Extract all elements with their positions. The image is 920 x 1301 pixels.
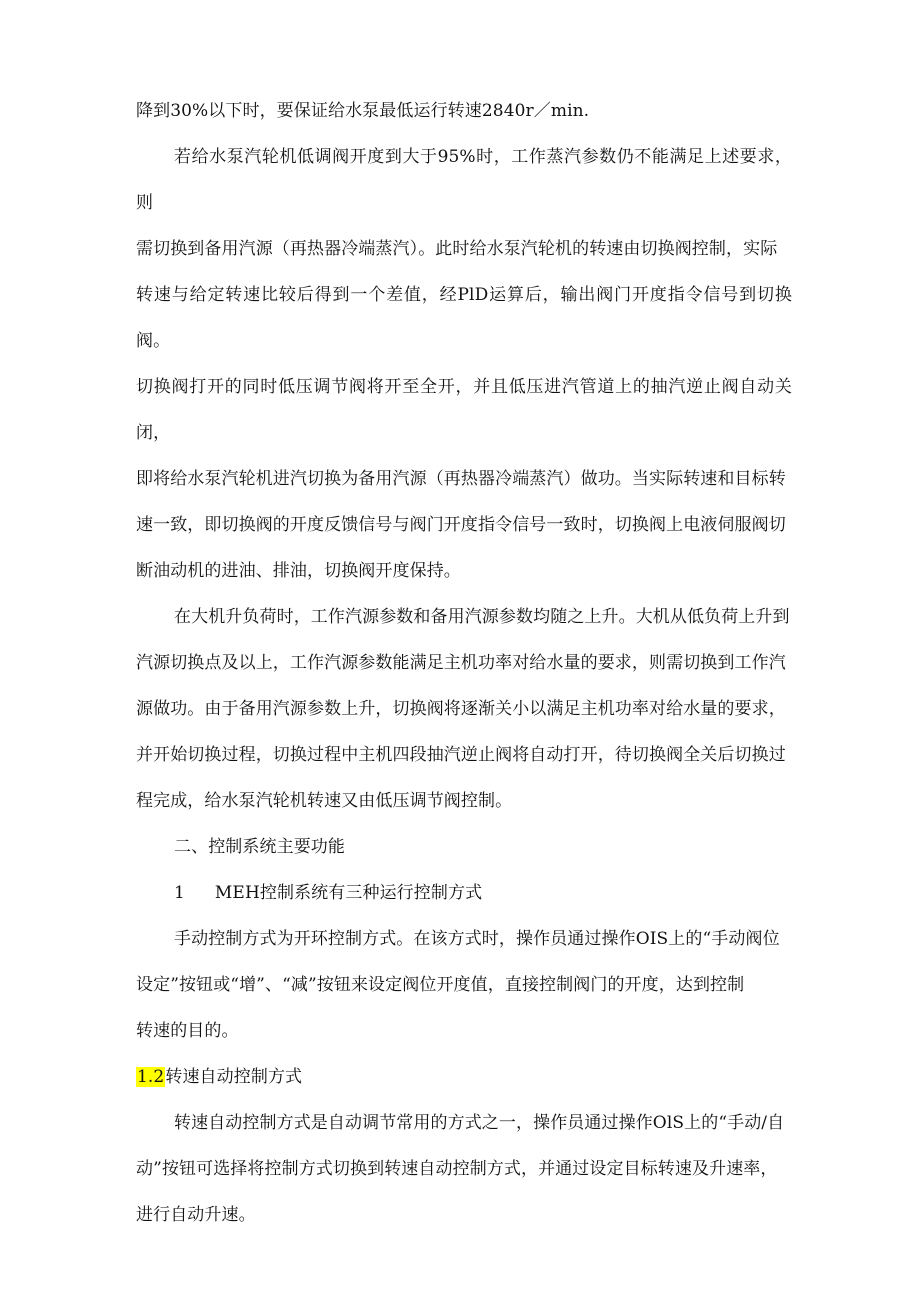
text-line: 源做功。由于备用汽源参数上升，切换阀将逐渐关小以满足主机功率对给水量的要求， (136, 699, 786, 719)
subsection-heading (136, 870, 792, 916)
section-heading-text: 二、控制系统主要功能 (174, 837, 345, 857)
text-line: 程完成，给水泵汽轮机转速又由低压调节阀控制。 (136, 791, 513, 811)
text-line: 即将给水泵汽轮机进汽切换为备用汽源（再热器冷端蒸汽）做功。当实际转速和目标转 (136, 469, 786, 489)
text-line: 断油动机的进油、排油，切换阀开度保持。 (136, 561, 461, 581)
text-line: 在大机升负荷时，工作汽源参数和备用汽源参数均随之上升。大机从低负荷上升到 (174, 607, 790, 627)
text-line: 并开始切换过程，切换过程中主机四段抽汽逆止阀将自动打开，待切换阀全关后切换过 (136, 745, 786, 765)
highlighted-section-number: 1.2 (137, 1067, 165, 1087)
paragraph-manual-control (136, 916, 792, 1054)
text-line: 进行自动升速。 (136, 1205, 256, 1225)
subsection-heading-1-2 (136, 1054, 792, 1100)
text-line: 速一致，即切换阀的开度反馈信号与阀门开度指令信号一致时，切换阀上电液伺服阀切 (136, 515, 786, 535)
section-heading (136, 824, 792, 870)
text-line: 降到30%以下时，要保证给水泵最低运行转速2840r／min. (136, 101, 590, 121)
text-line: 设定”按钮或“增”、“减”按钮来设定阀位开度值，直接控制阀门的开度，达到控制 (136, 975, 745, 995)
text-line: 汽源切换点及以上，工作汽源参数能满足主机功率对给水量的要求，则需切换到工作汽 (136, 653, 786, 673)
text-line: 若给水泵汽轮机低调阀开度到大于95%时，工作蒸汽参数仍不能满足上述要求，则 (136, 147, 792, 213)
subsection-heading-text: 转速自动控制方式 (165, 1067, 303, 1087)
text-line: 需切换到备用汽源（再热器冷端蒸汽）。此时给水泵汽轮机的转速由切换阀控制，实际 (136, 239, 778, 259)
paragraph-load-increase (136, 594, 792, 824)
text-line: 转速的目的。 (136, 1021, 239, 1041)
text-line: 手动控制方式为开环控制方式。在该方式时，操作员通过操作OIS上的“手动阀位 (174, 929, 780, 949)
text-line: 转速与给定转速比较后得到一个差值，经PlD运算后，输出阀门开度指令信号到切换阀。 (136, 285, 792, 351)
text-line: 切换阀打开的同时低压调节阀将开至全开，并且低压进汽管道上的抽汽逆止阀自动关闭， (136, 377, 792, 443)
document-body (136, 88, 792, 1238)
text-line: 转速自动控制方式是自动调节常用的方式之一，操作员通过操作OlS上的“手动/自 (174, 1113, 785, 1133)
subsection-number: 1 (174, 883, 185, 903)
paragraph-continuation (136, 88, 792, 134)
paragraph-auto-speed-control (136, 1100, 792, 1238)
paragraph-steam-switch (136, 134, 792, 594)
subsection-heading-text: MEH控制系统有三种运行控制方式 (214, 883, 483, 903)
text-line: 动”按钮可选择将控制方式切换到转速自动控制方式，并通过设定目标转速及升速率， (136, 1159, 778, 1179)
